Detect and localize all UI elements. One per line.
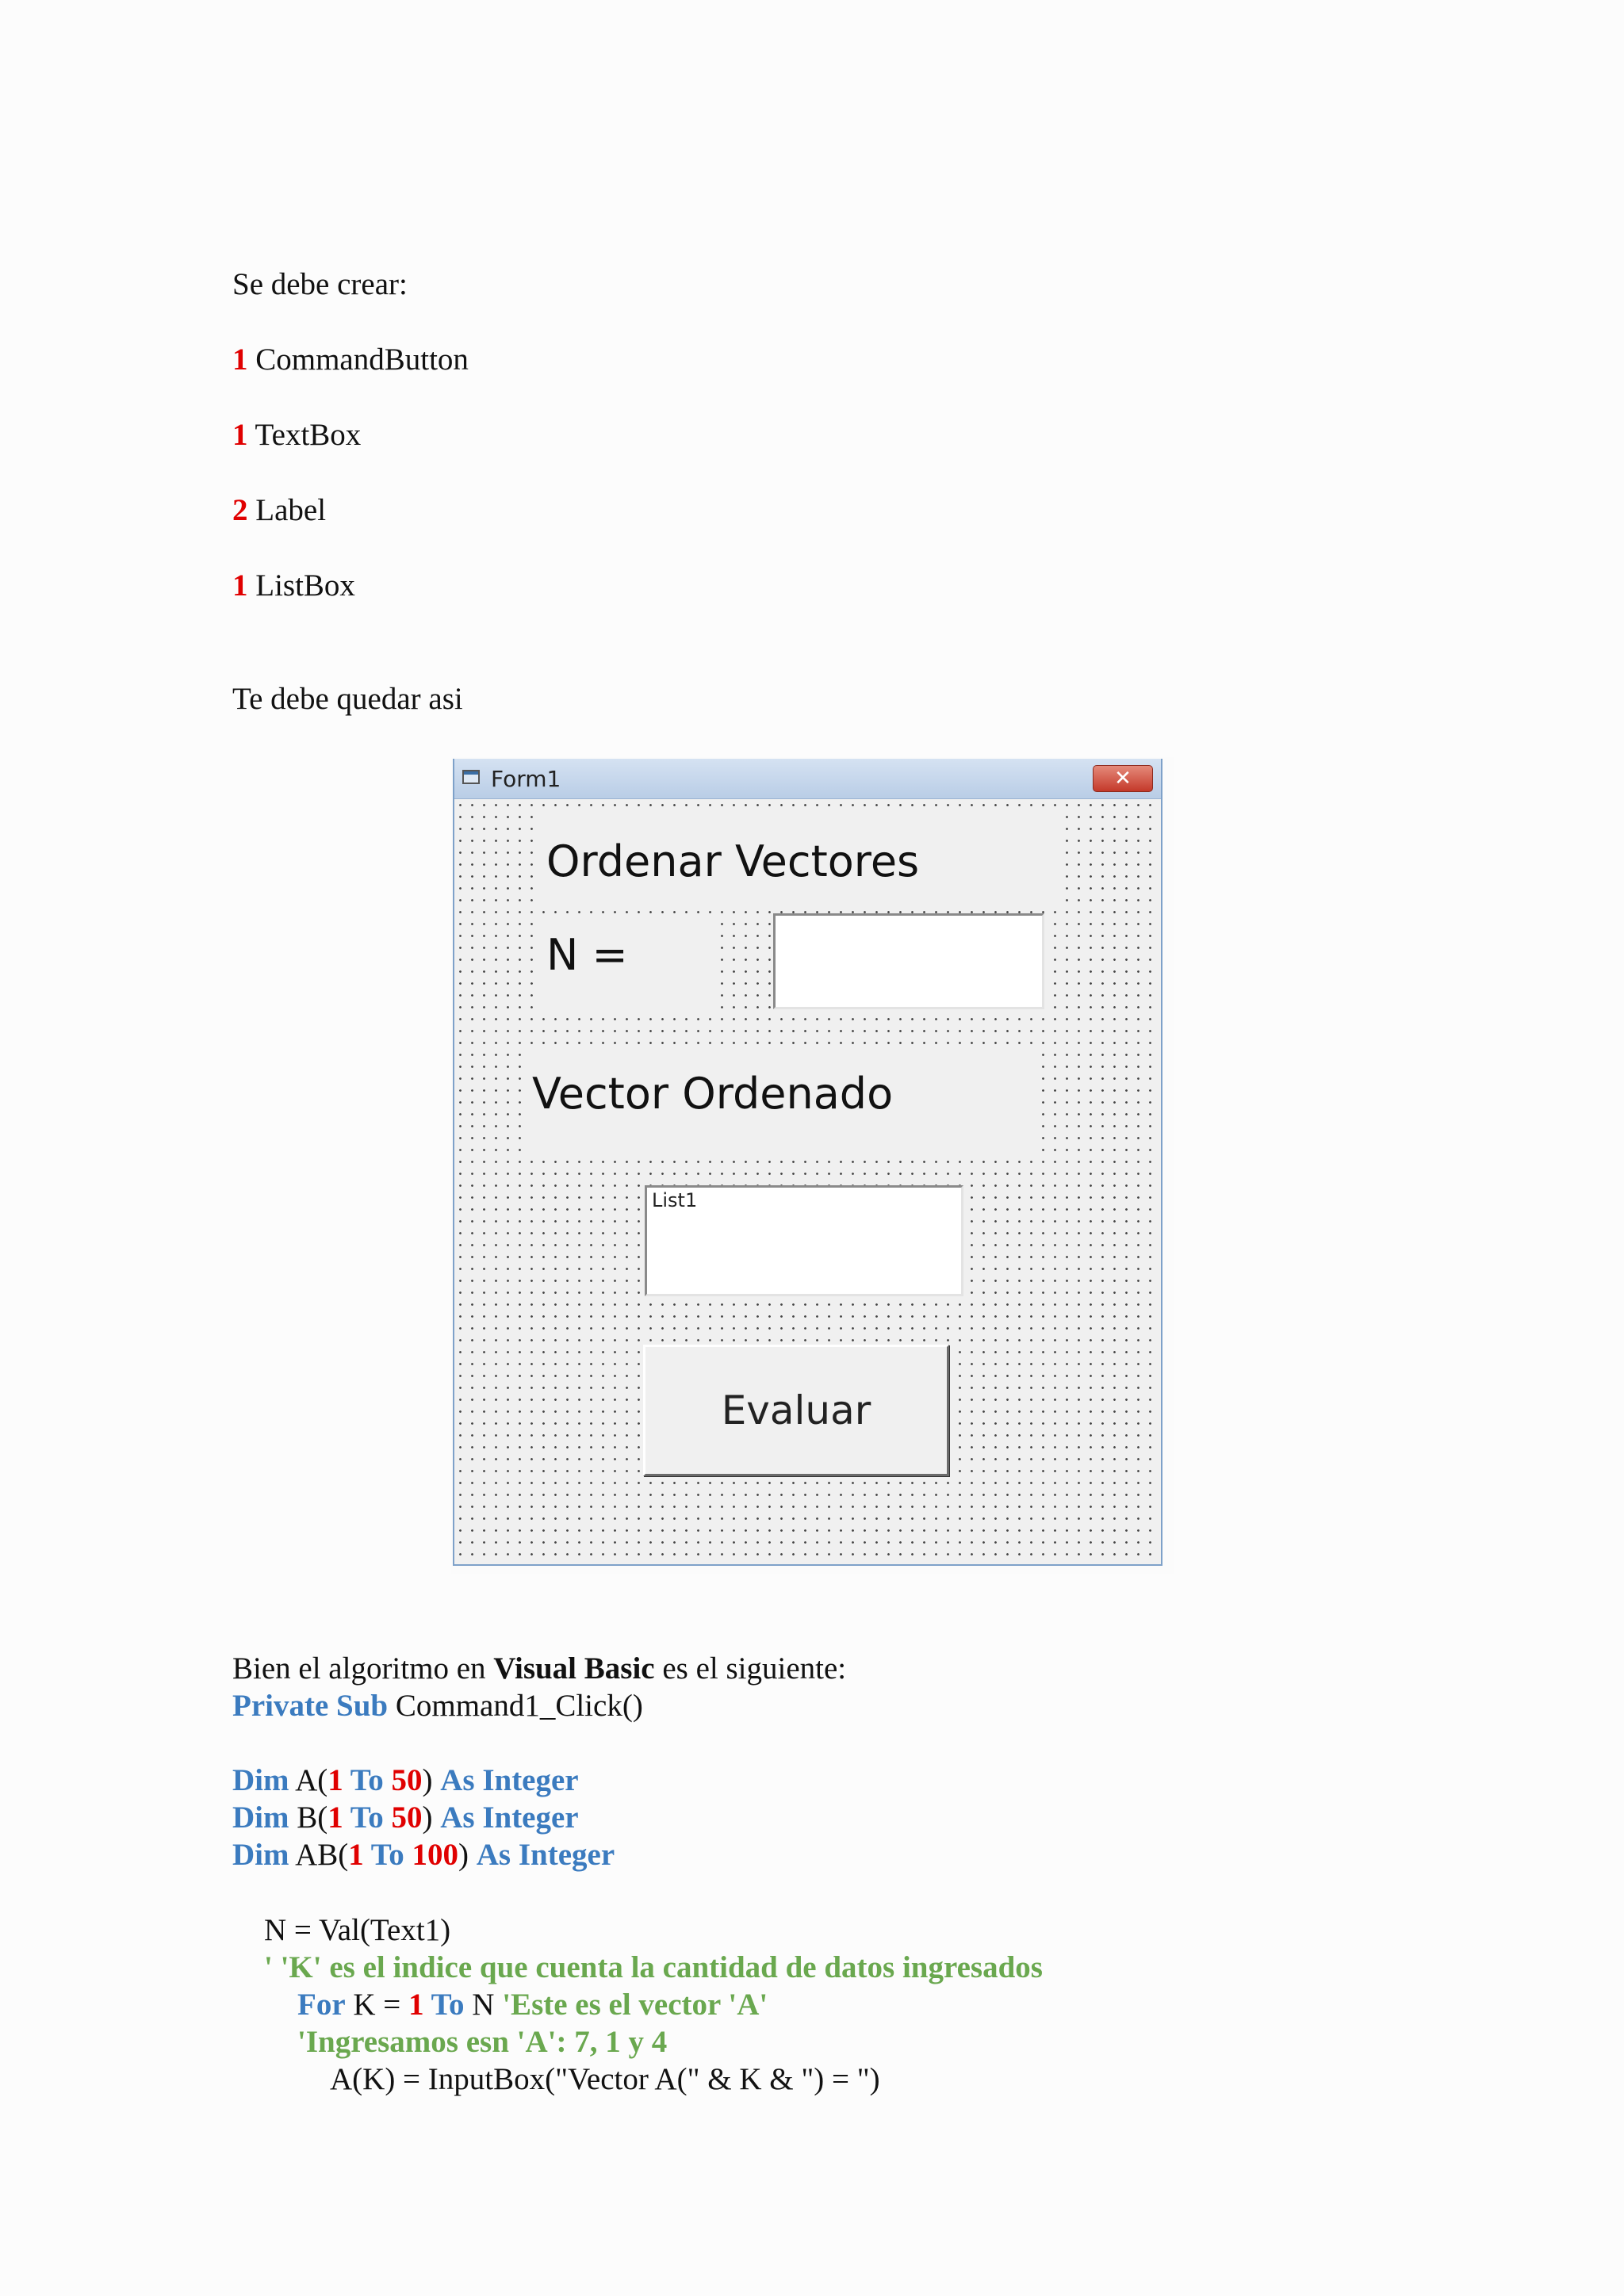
form-title: Form1	[491, 766, 561, 792]
keyword: As Integer	[440, 1800, 579, 1835]
comment-text: ' 'K' es el indice que cuenta la cantidad de datos ingresados	[264, 1950, 1043, 1984]
code-comment	[264, 1950, 1043, 1986]
keyword: Dim	[232, 1838, 289, 1872]
control-item	[232, 342, 469, 378]
code-comment	[297, 2024, 667, 2061]
control-count: 1	[232, 418, 248, 452]
keyword: Private Sub	[232, 1689, 389, 1723]
code-line-dim	[232, 1837, 615, 1873]
code-text: B(	[289, 1800, 328, 1835]
keyword: For	[297, 1988, 346, 2022]
control-count: 1	[232, 568, 248, 603]
code-line-dim	[232, 1762, 579, 1799]
number: 1	[327, 1763, 343, 1797]
form-screenshot	[451, 757, 1174, 1574]
control-count: 2	[232, 493, 248, 527]
keyword: As Integer	[440, 1763, 579, 1797]
list-box[interactable]	[645, 1185, 963, 1296]
form-design-grid	[454, 799, 1161, 1564]
code-text: )	[458, 1838, 477, 1872]
number: 50	[391, 1800, 423, 1835]
form-window-icon	[462, 770, 480, 784]
number: 1	[348, 1838, 364, 1872]
code-line-for	[297, 1987, 768, 2023]
keyword: To	[363, 1838, 412, 1872]
control-name: TextBox	[255, 418, 362, 452]
control-item	[232, 417, 361, 453]
evaluar-button[interactable]: Evaluar	[643, 1345, 949, 1476]
comment-text: 'Este es el vector 'A'	[502, 1988, 768, 2022]
comment-text: 'Ingresamos esn 'A': 7, 1 y 4	[297, 2025, 668, 2059]
number: 1	[408, 1988, 424, 2022]
label-n: N =	[538, 916, 721, 1010]
code-line-assign: N = Val(Text1)	[264, 1913, 451, 1947]
keyword: Dim	[232, 1763, 289, 1797]
code-line-sub	[232, 1688, 643, 1724]
code-text: N	[464, 1988, 503, 2022]
number: 1	[327, 1800, 343, 1835]
control-name: Label	[255, 493, 327, 527]
control-count: 1	[232, 342, 248, 377]
label-heading: Ordenar Vectores	[538, 815, 1062, 909]
control-name: ListBox	[255, 568, 355, 603]
algo-post: es el siguiente:	[654, 1651, 847, 1686]
code-text: K =	[345, 1988, 409, 2022]
control-name: CommandButton	[255, 342, 469, 377]
code-line-dim	[232, 1800, 579, 1836]
code-text: )	[422, 1800, 441, 1835]
keyword: To	[423, 1988, 465, 2022]
code-text: A(	[289, 1763, 328, 1797]
code-line-input: A(K) = InputBox("Vector A(" & K & ") = ")	[330, 2062, 880, 2096]
keyword: To	[343, 1800, 392, 1835]
code-text: AB(	[289, 1838, 349, 1872]
algo-pre: Bien el algoritmo en	[232, 1651, 494, 1686]
form-window	[453, 759, 1162, 1566]
algo-bold: Visual Basic	[493, 1651, 655, 1686]
list-item: List1	[652, 1189, 698, 1211]
number: 100	[412, 1838, 458, 1872]
keyword: Dim	[232, 1800, 289, 1835]
code-text: Command1_Click()	[388, 1689, 643, 1723]
code-text: )	[422, 1763, 441, 1797]
intro-text: Se debe crear:	[232, 267, 408, 301]
n-textbox[interactable]	[773, 913, 1044, 1009]
algo-intro	[232, 1651, 846, 1687]
keyword: As Integer	[476, 1838, 615, 1872]
close-button[interactable]: ✕	[1093, 765, 1153, 792]
number: 50	[391, 1763, 423, 1797]
form-titlebar	[454, 759, 1161, 799]
control-item	[232, 492, 326, 529]
control-item	[232, 568, 355, 604]
keyword: To	[343, 1763, 392, 1797]
label-vector-ordenado: Vector Ordenado	[524, 1048, 1040, 1159]
result-text: Te debe quedar asi	[232, 682, 463, 716]
